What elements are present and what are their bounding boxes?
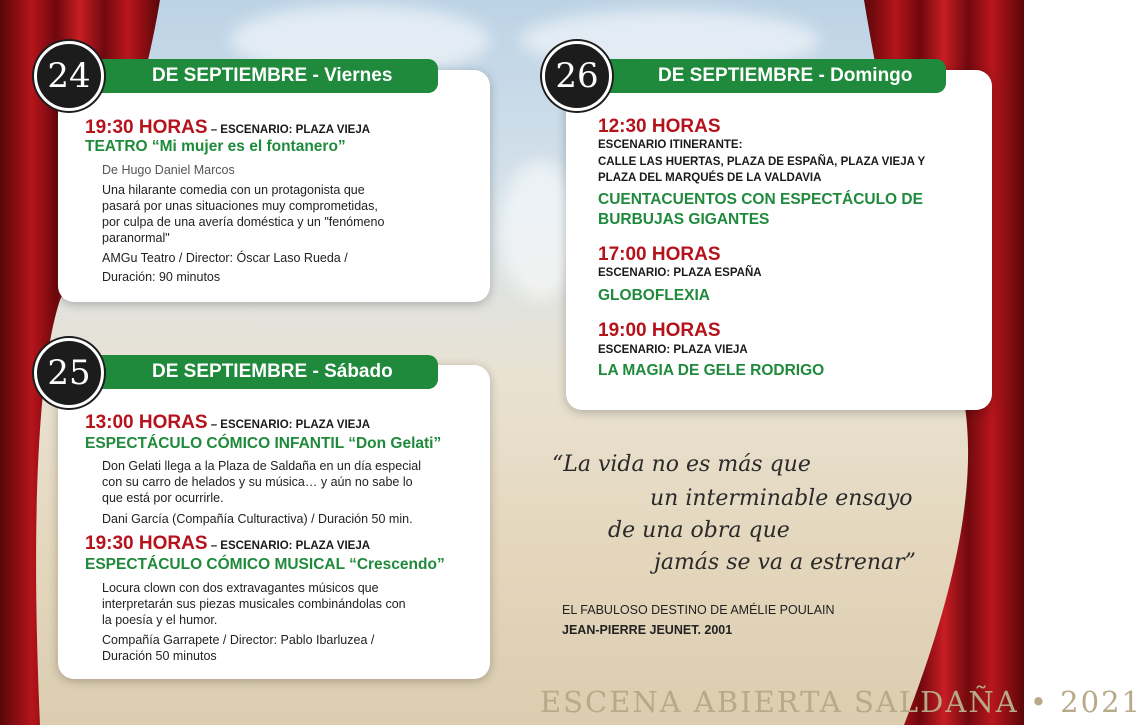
event-description-line: pasará por unas situaciones muy comprometidas, xyxy=(102,199,378,213)
event-venue: – ESCENARIO: PLAZA VIEJA xyxy=(207,540,371,552)
day-25-badge: 25 xyxy=(34,338,104,408)
event-description-line: Locura clown con dos extravagantes músicos que xyxy=(102,581,379,595)
event-time: 19:00 HORAS xyxy=(598,320,721,341)
event-description-line: con su carro de helados y su música… y aún no sabe lo xyxy=(102,475,413,489)
event-credits-line: Duración 50 minutos xyxy=(102,649,217,663)
quote-source: EL FABULOSO DESTINO DE AMÉLIE POULAIN xyxy=(562,603,835,617)
day-24-header: DE SEPTIEMBRE - Viernes xyxy=(92,59,438,93)
event-venue: – ESCENARIO: PLAZA VIEJA xyxy=(207,419,371,431)
event-venue-line: CALLE LAS HUERTAS, PLAZA DE ESPAÑA, PLAZA VIEJA Y xyxy=(598,156,926,168)
quote-line: de una obra que xyxy=(608,518,790,543)
day-26-badge: 26 xyxy=(542,41,612,111)
event-time: 17:00 HORAS xyxy=(598,244,721,265)
event-venue-line: PLAZA DEL MARQUÉS DE LA VALDAVIA xyxy=(598,172,822,184)
event-time: 19:30 HORAS xyxy=(85,533,208,554)
quote-line: “La vida no es más que xyxy=(552,452,811,477)
event-title: GLOBOFLEXIA xyxy=(598,287,710,304)
event-author: De Hugo Daniel Marcos xyxy=(102,163,235,177)
quote-author: JEAN-PIERRE JEUNET. 2001 xyxy=(562,623,733,637)
event-description-line: paranormal" xyxy=(102,231,170,245)
event-title: ESPECTÁCULO CÓMICO MUSICAL “Crescendo” xyxy=(85,556,445,573)
event-venue: ESCENARIO: PLAZA ESPAÑA xyxy=(598,267,762,279)
event-title: LA MAGIA DE GELE RODRIGO xyxy=(598,362,825,379)
event-venue-line: ESCENARIO ITINERANTE: xyxy=(598,139,743,151)
event-credits-line: Dani García (Compañía Culturactiva) / Duración 50 min. xyxy=(102,512,413,526)
footer-title: ESCENA ABIERTA SALDAÑA • 2021 xyxy=(540,685,1142,719)
event-description-line: por culpa de una avería doméstica y un "fenómeno xyxy=(102,215,385,229)
event-time: 13:00 HORAS xyxy=(85,412,208,433)
event-credits-line: Compañía Garrapete / Director: Pablo Ibarluzea / xyxy=(102,633,375,647)
event-description-line: interpretarán sus piezas musicales combinándolas con xyxy=(102,597,406,611)
event-description-line: la poesía y el humor. xyxy=(102,613,218,627)
event-description-line: Don Gelati llega a la Plaza de Saldaña en un día especial xyxy=(102,459,421,473)
event-title: TEATRO “Mi mujer es el fontanero” xyxy=(85,138,346,155)
day-24-time-line xyxy=(85,117,370,139)
quote-line: jamás se va a estrenar” xyxy=(654,550,916,575)
day-25-event2-time-line xyxy=(85,533,370,555)
event-title-line: CUENTACUENTOS CON ESPECTÁCULO DE xyxy=(598,191,923,208)
event-title: ESPECTÁCULO CÓMICO INFANTIL “Don Gelati” xyxy=(85,435,442,452)
event-description-line: que está por ocurrirle. xyxy=(102,491,224,505)
day-26-header: DE SEPTIEMBRE - Domingo xyxy=(598,59,946,93)
event-time: 19:30 HORAS xyxy=(85,117,208,138)
day-24-badge: 24 xyxy=(34,41,104,111)
event-credits-line: Duración: 90 minutos xyxy=(102,270,221,284)
event-venue: ESCENARIO: PLAZA VIEJA xyxy=(598,344,748,356)
quote-line: un interminable ensayo xyxy=(650,486,913,511)
event-credits-line: AMGu Teatro / Director: Óscar Laso Rueda / xyxy=(102,251,348,265)
event-description-line: Una hilarante comedia con un protagonista que xyxy=(102,183,365,197)
day-25-header: DE SEPTIEMBRE - Sábado xyxy=(92,355,438,389)
event-venue: – ESCENARIO: PLAZA VIEJA xyxy=(207,124,371,136)
event-time: 12:30 HORAS xyxy=(598,116,721,137)
event-title-line: BURBUJAS GIGANTES xyxy=(598,211,770,228)
day-25-event1-time-line xyxy=(85,412,370,434)
